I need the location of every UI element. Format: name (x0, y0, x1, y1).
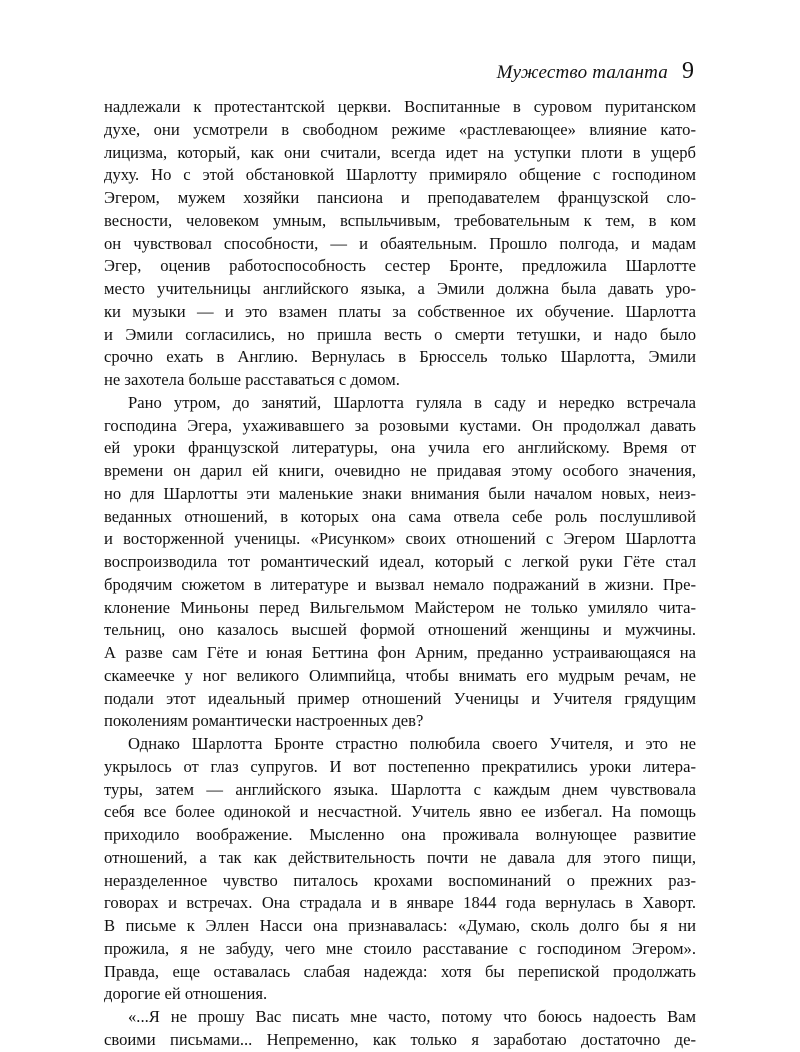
text-line: воспроизводила тот романтический идеал, который с легкой руки Гёте стал (104, 552, 696, 571)
text-line: место учительницы английского языка, а Эмили должна была давать уро- (104, 279, 696, 298)
body-text (104, 96, 696, 1052)
running-title: Мужество таланта (496, 62, 668, 83)
text-line: В письме к Эллен Насси она признавалась: «Думаю, сколь долго бы я ни (104, 916, 696, 935)
text-line: он чувствовал способности, — и обаятельным. Прошло полгода, и мадам (104, 233, 696, 253)
text-line: А разве сам Гёте и юная Беттина фон Арним, преданно устраивающаяся на (104, 643, 696, 662)
text-line: своими письмами... Непременно, как только я заработаю достаточно де- (104, 1029, 696, 1049)
text-line: Однако Шарлотта Бронте страстно полюбила своего Учителя, и это не (128, 734, 696, 753)
text-line: господина Эгера, ухаживавшего за розовыми кустами. Он продолжал давать (104, 415, 696, 435)
text-line: подали этот идеальный пример отношений Ученицы и Учителя грядущим (104, 688, 696, 708)
text-line: дорогие ей отношения. (104, 984, 268, 1004)
text-line: отношений, а так как действительность почти не давала для этого пищи, (104, 847, 696, 867)
text-line: прожила, я не забуду, чего мне стоило расставание с господином Эгером». (104, 938, 696, 958)
text-line: ки музыки — и это взамен платы за собственное их обучение. Шарлотта (104, 301, 696, 321)
running-head (497, 58, 694, 85)
text-line: не захотела больше расставаться с домом. (104, 370, 400, 389)
text-line: бродячим сюжетом в литературе и вызвал немало подражаний в жизни. Пре- (104, 574, 696, 594)
text-line: клонение Миньоны перед Вильгельмом Майстером не только умиляло чита- (104, 597, 696, 617)
text-line: неразделенное чувство питалось крохами воспоминаний о прежних раз- (104, 870, 696, 890)
text-line: Рано утром, до занятий, Шарлотта гуляла в саду и нередко встречала (128, 392, 696, 412)
text-line: приходило воображение. Мысленно она проживала волнующее развитие (104, 825, 696, 844)
text-line: времени он дарил ей книги, очевидно не придавая этому особого значения, (104, 461, 696, 480)
text-line: надлежали к протестантской церкви. Воспитанные в суровом пуританском (104, 97, 696, 116)
text-line: и восторженной ученицы. «Рисунком» своих отношений с Эгером Шарлотта (104, 529, 696, 549)
text-line: срочно ехать в Англию. Вернулась в Брюссель только Шарлотта, Эмили (104, 347, 696, 367)
text-line: Эгер, оценив работоспособность сестер Бронте, предложила Шарлотте (104, 256, 696, 276)
page-number: 9 (682, 58, 694, 84)
text-line: поколениям романтически настроенных дев? (104, 711, 424, 731)
text-line: «...Я не прошу Вас писать мне часто, потому что боюсь надоесть Вам (128, 1007, 696, 1026)
text-line: себя все более одинокой и несчастной. Учитель явно ее избегал. На помощь (104, 802, 696, 822)
text-line: говорах и встречах. Она страдала и в январе 1844 года вернулась в Хаворт. (104, 893, 696, 913)
text-line: но для Шарлотты эти маленькие знаки внимания были началом новых, неиз- (104, 483, 696, 503)
text-line: тельниц, оно казалось высшей формой отношений женщины и мужчины. (104, 620, 696, 640)
text-line: духе, они усмотрели в свободном режиме «растлевающее» влияние като- (104, 119, 696, 139)
text-line: весности, человеком умным, вспыльчивым, требовательным к тем, в ком (104, 210, 696, 230)
text-line: Эгером, мужем хозяйки пансиона и преподавателем французской сло- (104, 188, 696, 207)
text-line: туры, затем — английского языка. Шарлотта с каждым днем чувствовала (104, 779, 696, 799)
text-line: ей уроки французской литературы, она учила его английскому. Время от (104, 438, 696, 458)
text-line: лицизма, который, как они считали, всегда идет на уступки плоти в ущерб (104, 142, 696, 162)
text-line: веданных отношений, в которых она сама отвела себе роль послушливой (104, 506, 696, 526)
text-line: духу. Но с этой обстановкой Шарлотту примиряло общение с господином (104, 165, 696, 185)
text-line: и Эмили согласились, но пришла весть о смерти тетушки, и надо было (104, 324, 696, 344)
text-line: Правда, еще оставалась слабая надежда: хотя бы перепиской продолжать (104, 961, 696, 981)
text-line: укрылось от глаз супругов. И вот постепенно прекратились уроки литера- (104, 756, 696, 776)
text-line: скамеечке у ног великого Олимпийца, чтобы внимать его мудрым речам, не (104, 665, 696, 685)
